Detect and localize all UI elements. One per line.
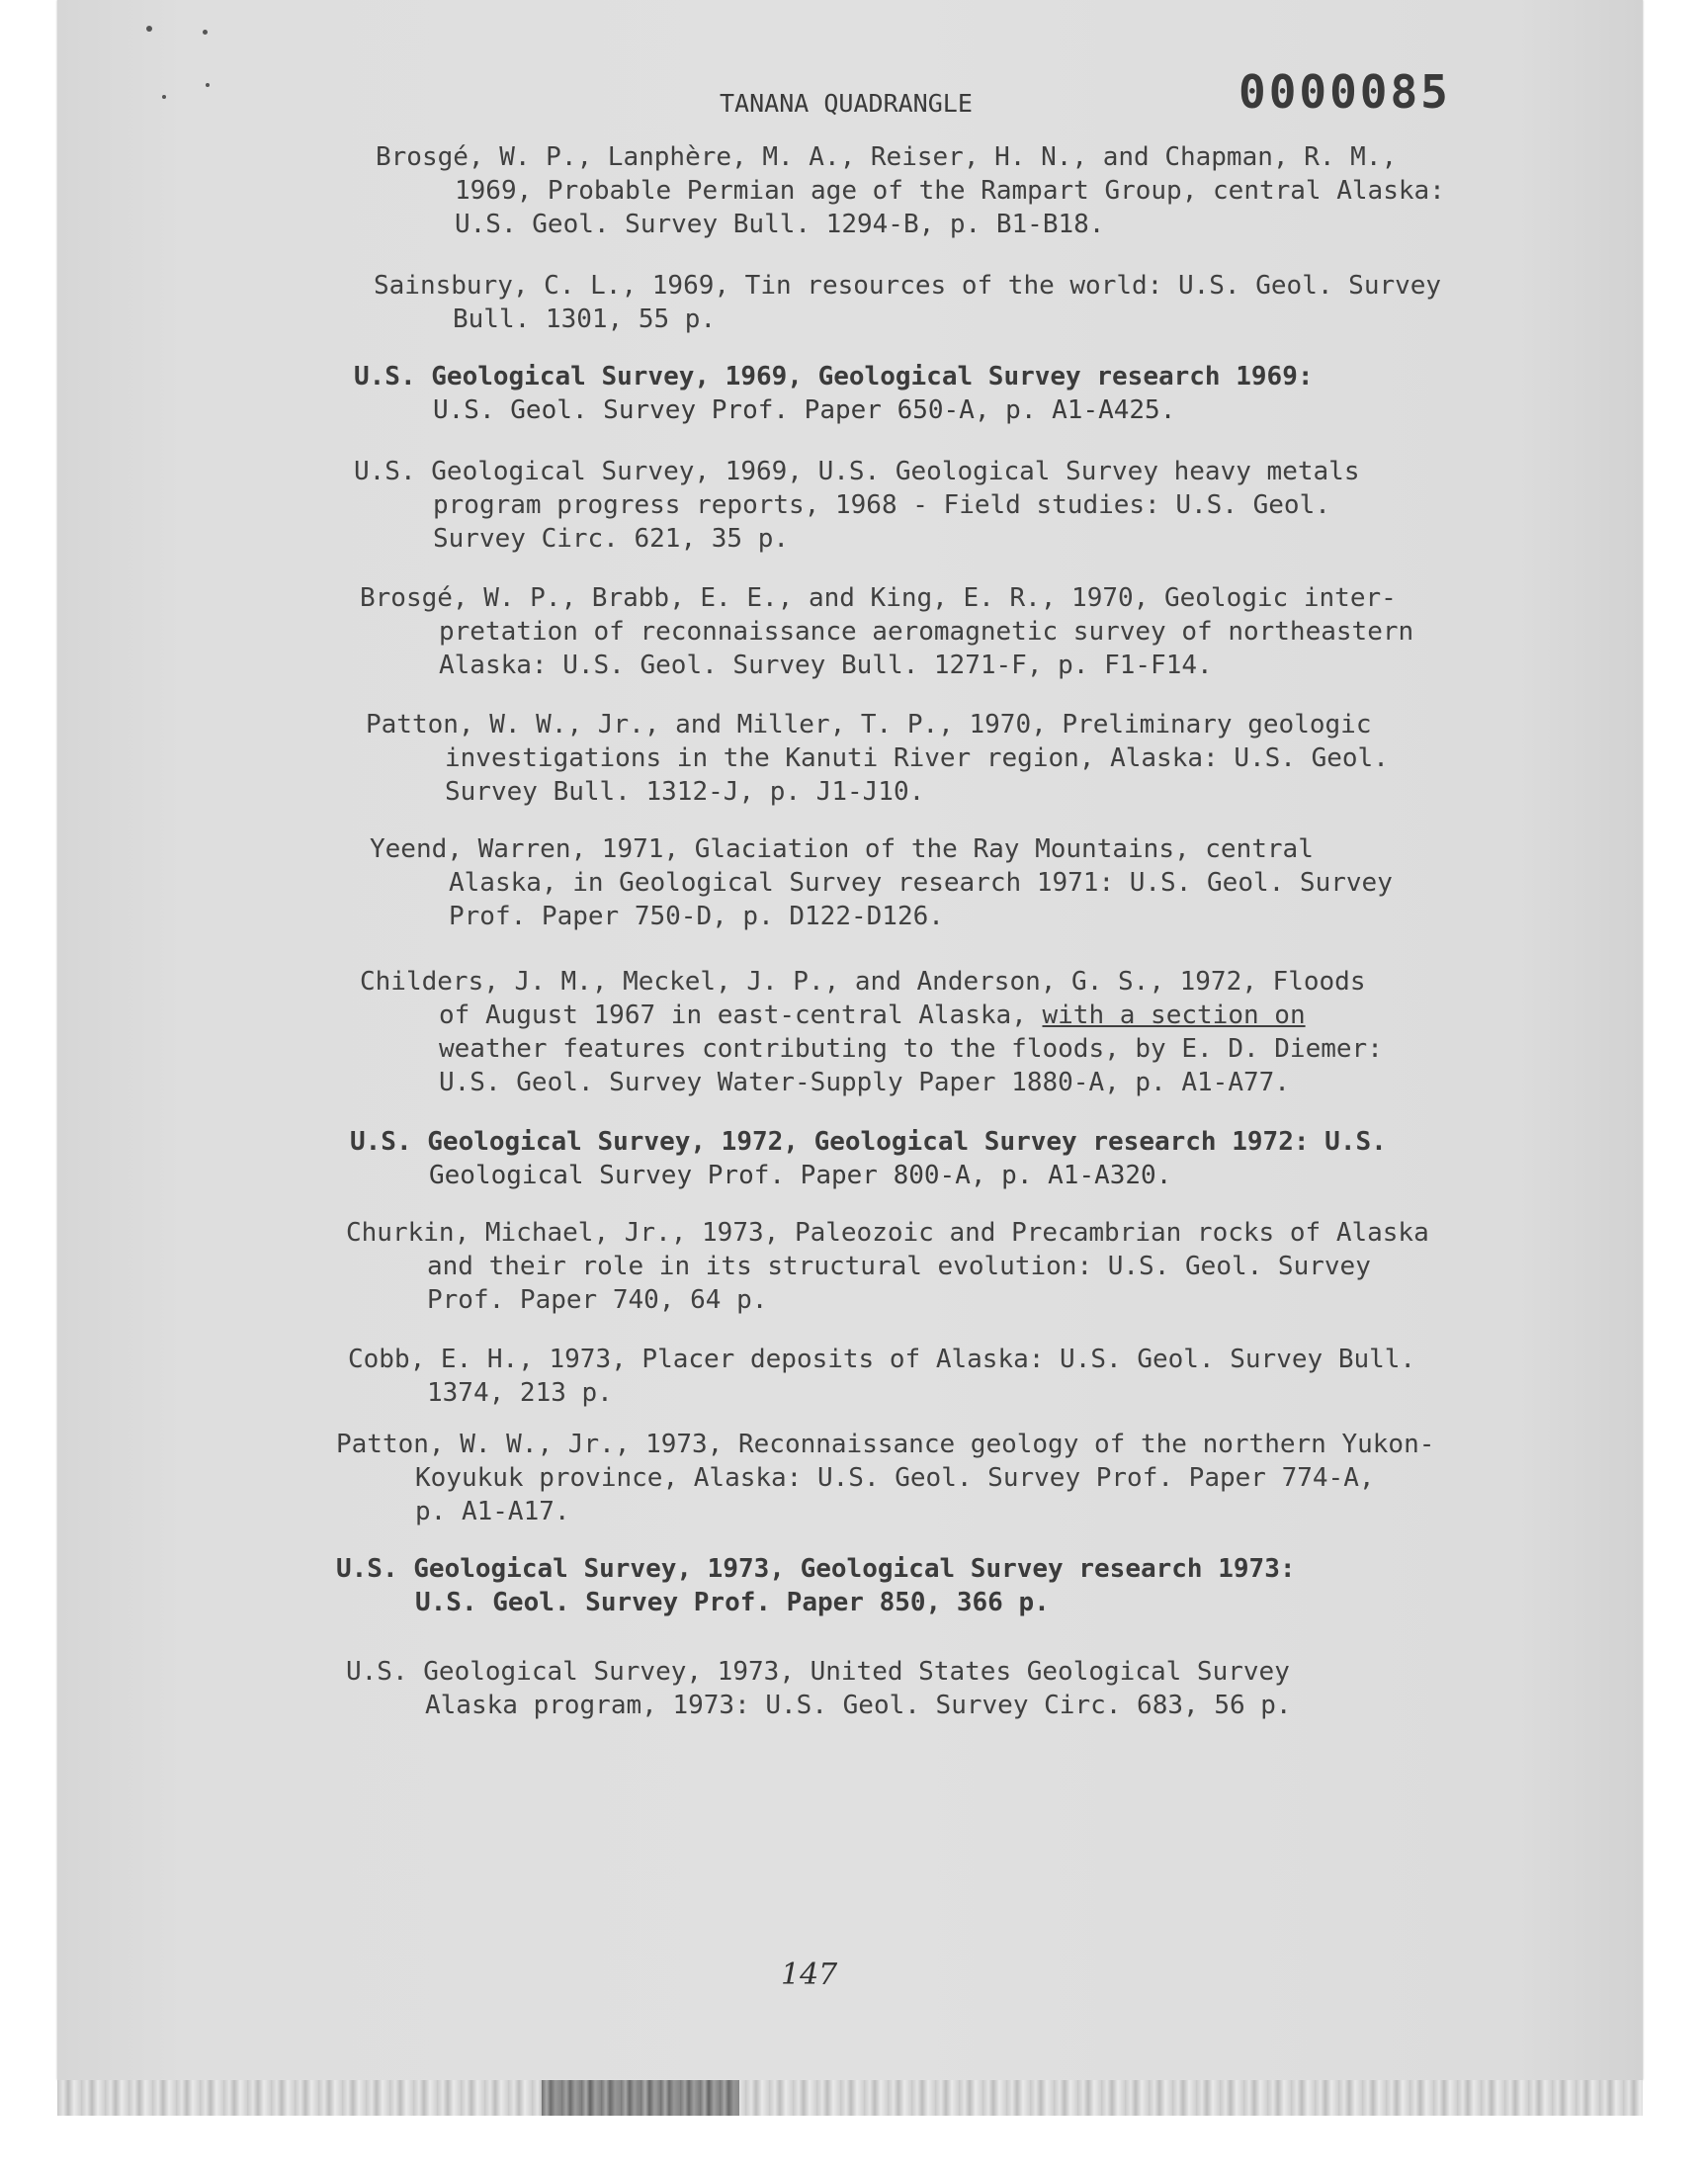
- entry-line: Koyukuk province, Alaska: U.S. Geol. Survey Prof. Paper 774-A,: [415, 1463, 1375, 1493]
- entry-line: Alaska program, 1973: U.S. Geol. Survey Circ. 683, 56 p.: [425, 1691, 1292, 1720]
- bibliography-entry: [360, 581, 1487, 682]
- entry-line: Prof. Paper 750-D, p. D122-D126.: [449, 902, 944, 931]
- entry-line: Yeend, Warren, 1971, Glaciation of the Ray Mountains, central: [370, 834, 1314, 864]
- underlined-phrase: with a section on: [1042, 1000, 1306, 1030]
- scan-edge-strip: [57, 2080, 1643, 2116]
- bibliography-entry: [374, 269, 1500, 336]
- bibliography-entry: [348, 1343, 1475, 1410]
- entry-line: [360, 999, 1487, 1032]
- bibliography-entry: [370, 832, 1496, 933]
- entry-line: Churkin, Michael, Jr., 1973, Paleozoic and Precambrian rocks of Alaska: [346, 1218, 1429, 1248]
- entry-line: U.S. Geol. Survey Prof. Paper 650-A, p. A1-A425.: [433, 395, 1176, 425]
- scan-speck: [162, 95, 166, 99]
- scan-speck: [206, 83, 210, 87]
- entry-line: U.S. Geological Survey, 1969, Geological Survey research 1969:: [354, 362, 1314, 392]
- bibliography-entry: [354, 455, 1481, 556]
- scan-speck: [203, 30, 208, 35]
- entry-line: Survey Circ. 621, 35 p.: [433, 524, 790, 554]
- page-number: 147: [781, 1958, 838, 1992]
- entry-line-text: of August 1967 in east-central Alaska,: [439, 1000, 1043, 1030]
- bibliography-entry: [336, 1552, 1463, 1619]
- entry-line: p. A1-A17.: [415, 1497, 570, 1526]
- entry-line: Prof. Paper 740, 64 p.: [427, 1285, 768, 1315]
- bibliography-entry: [360, 965, 1487, 1099]
- entry-line: U.S. Geol. Survey Bull. 1294-B, p. B1-B18.: [455, 210, 1105, 239]
- entry-line: Patton, W. W., Jr., 1973, Reconnaissance geology of the northern Yukon-: [336, 1430, 1435, 1459]
- document-number: 0000085: [1238, 65, 1451, 119]
- entry-line: U.S. Geological Survey, 1973, Geological Survey research 1973:: [336, 1554, 1296, 1584]
- entry-line: Brosgé, W. P., Brabb, E. E., and King, E. R., 1970, Geologic inter-: [360, 583, 1397, 613]
- scan-speck: [146, 26, 152, 32]
- entry-line: Childers, J. M., Meckel, J. P., and Anderson, G. S., 1972, Floods: [360, 967, 1366, 997]
- entry-line: U.S. Geol. Survey Prof. Paper 850, 366 p.: [415, 1588, 1050, 1617]
- bibliography-entry: [346, 1216, 1473, 1317]
- entry-line: Geological Survey Prof. Paper 800-A, p. A1-A320.: [429, 1161, 1172, 1190]
- entry-line: 1969, Probable Permian age of the Rampart Group, central Alaska:: [455, 176, 1445, 206]
- bibliography-entry: [346, 1655, 1473, 1722]
- entry-line: pretation of reconnaissance aeromagnetic survey of northeastern: [439, 617, 1414, 647]
- entry-line: Alaska: U.S. Geol. Survey Bull. 1271-F, p. F1-F14.: [439, 651, 1213, 680]
- entry-line: Sainsbury, C. L., 1969, Tin resources of the world: U.S. Geol. Survey: [374, 271, 1442, 301]
- entry-line: U.S. Geological Survey, 1972, Geological Survey research 1972: U.S.: [350, 1127, 1387, 1157]
- entry-line: Bull. 1301, 55 p.: [453, 304, 717, 334]
- entry-line: program progress reports, 1968 - Field studies: U.S. Geol.: [433, 490, 1330, 520]
- entry-line: and their role in its structural evolution: U.S. Geol. Survey: [427, 1252, 1371, 1281]
- bibliography-entry: [366, 708, 1493, 809]
- entry-line: Survey Bull. 1312-J, p. J1-J10.: [445, 777, 925, 807]
- entry-line: Brosgé, W. P., Lanphère, M. A., Reiser, H. N., and Chapman, R. M.,: [376, 142, 1398, 172]
- entry-line: Cobb, E. H., 1973, Placer deposits of Alaska: U.S. Geol. Survey Bull.: [348, 1345, 1416, 1374]
- entry-line: U.S. Geol. Survey Water-Supply Paper 1880-A, p. A1-A77.: [439, 1068, 1290, 1097]
- bibliography-entry: [354, 360, 1481, 427]
- bibliography-entry: [350, 1125, 1477, 1192]
- entry-line: 1374, 213 p.: [427, 1378, 613, 1408]
- bibliography-entry: [336, 1428, 1463, 1528]
- entry-line: Patton, W. W., Jr., and Miller, T. P., 1970, Preliminary geologic: [366, 710, 1372, 740]
- page-title: TANANA QUADRANGLE: [720, 89, 973, 118]
- entry-line: U.S. Geological Survey, 1969, U.S. Geological Survey heavy metals: [354, 457, 1360, 486]
- scan-dark-band: [542, 2080, 739, 2116]
- entry-line: U.S. Geological Survey, 1973, United States Geological Survey: [346, 1657, 1290, 1687]
- entry-line: Alaska, in Geological Survey research 1971: U.S. Geol. Survey: [449, 868, 1393, 898]
- entry-line: investigations in the Kanuti River region, Alaska: U.S. Geol.: [445, 743, 1389, 773]
- bibliography-entry: [376, 140, 1502, 241]
- entry-line: weather features contributing to the floods, by E. D. Diemer:: [439, 1034, 1383, 1064]
